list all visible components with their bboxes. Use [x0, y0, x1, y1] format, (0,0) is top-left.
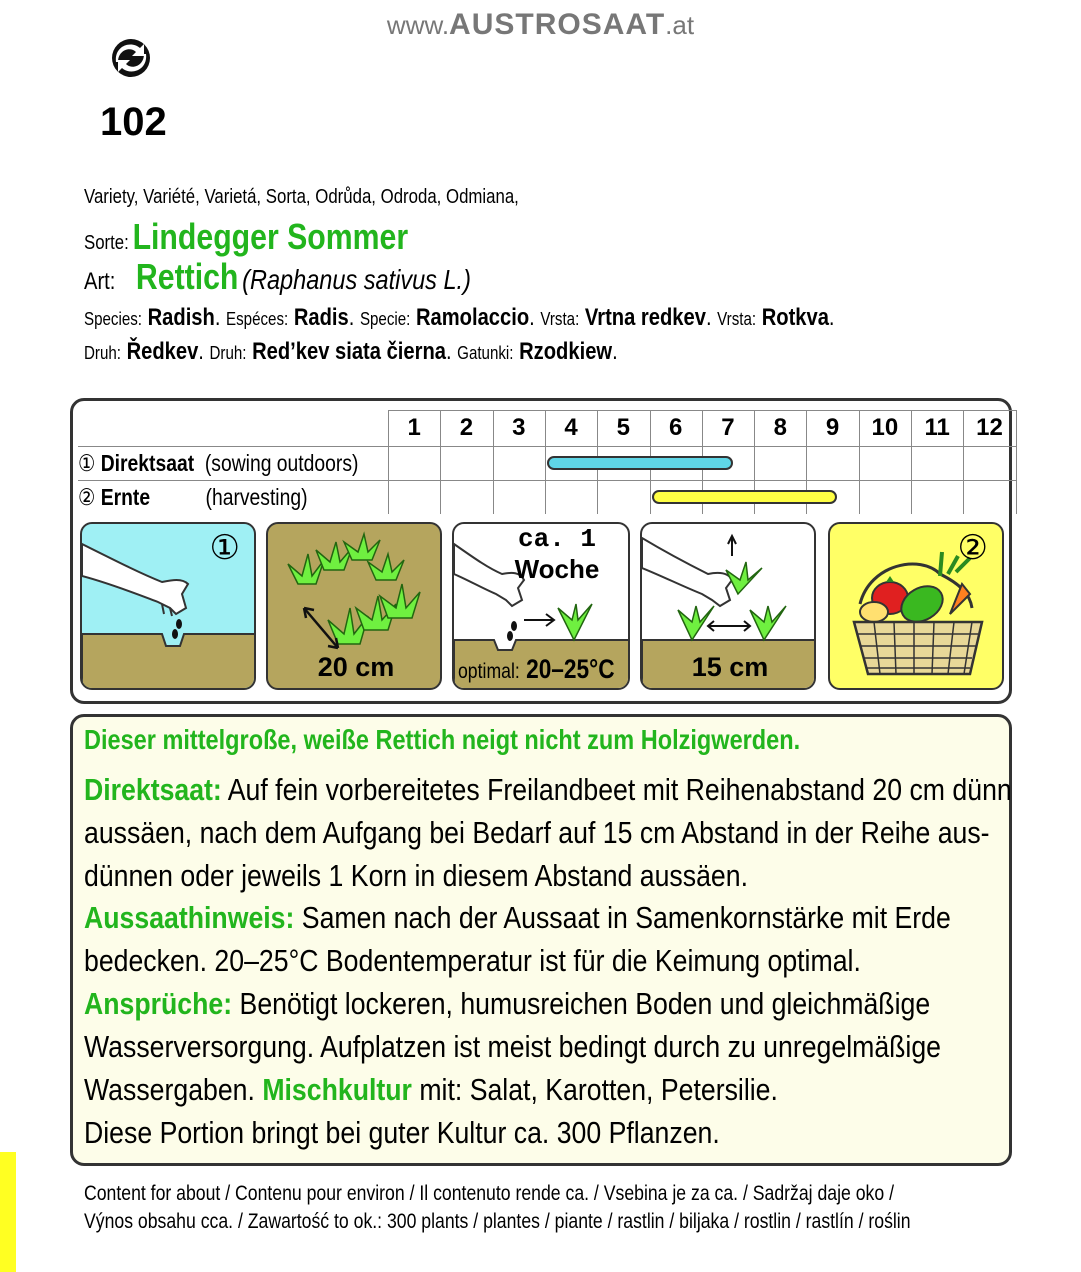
month-header: 9: [825, 414, 840, 441]
soil-temperature: optimal: 20–25°C: [458, 654, 615, 684]
panel-sowing: [80, 522, 256, 690]
month-header: 10: [871, 414, 899, 441]
row-spacing-value: 20 cm: [317, 652, 395, 682]
calendar-row-direktsaat: ① Direktsaat (sowing outdoors): [78, 450, 359, 476]
grid-line: [78, 480, 1016, 481]
grid-line: [859, 410, 860, 514]
website-url: www.AUSTROSAAT.at: [386, 8, 695, 41]
description-line: Aussaathinweis: Samen nach der Aussaat in Samenkornstärke mit Erde: [84, 900, 951, 935]
plant-spacing-value: 15 cm: [691, 652, 769, 682]
month-header: 3: [512, 414, 526, 441]
description-line: aussäen, nach dem Aufgang bei Bedarf auf 15 cm Abstand in der Reihe aus-: [84, 815, 990, 850]
grid-line: [78, 446, 1016, 447]
grid-line: [388, 410, 1016, 411]
variety-languages: Variety, Variété, Varietá, Sorta, Odrůda, Odroda, Odmiana,: [84, 186, 519, 208]
grid-line: [440, 410, 441, 514]
month-header: 6: [668, 414, 683, 441]
variety-name: Lindegger Sommer: [132, 216, 409, 257]
month-header: 2: [459, 414, 474, 441]
panel-germination: [452, 522, 630, 690]
grid-line: [545, 410, 546, 514]
description-line: Ansprüche: Benötigt lockeren, humusreichen Boden und gleichmäßige: [84, 986, 931, 1021]
calendar-row-ernte: ② Ernte (harvesting): [78, 484, 308, 510]
description-line: Diese Portion bringt bei guter Kultur ca. 300 Pflanzen.: [84, 1115, 720, 1150]
species-translations-2: Druh: Ředkev. Druh: Red’kev siata čierna. Gatunki: Rzodkiew.: [84, 338, 618, 365]
description-line: Wasserversorgung. Aufplatzen ist meist bedingt durch zu unregelmäßige: [84, 1029, 942, 1064]
sowing-period-bar: [547, 456, 733, 470]
description-line: Wassergaben. Mischkultur mit: Salat, Karotten, Petersilie.: [84, 1072, 778, 1107]
species-translations-1: Species: Radish. Espéces: Radis. Specie: Ramolaccio. Vrsta: Vrtna redkev. Vrsta: Rotkva.: [84, 304, 835, 331]
month-header: 8: [773, 414, 787, 441]
sowing-marker: ①: [209, 529, 240, 567]
panel-row-spacing: [266, 522, 442, 690]
content-info-2: Výnos obsahu cca. / Zawartość to ok.: 300 plants / plantes / piante / rastlin / biljaka / rostlin / rastlín / roślin: [84, 1210, 911, 1233]
month-header: 11: [924, 414, 950, 441]
art-label: Art:: [84, 268, 116, 295]
green-dot-recycle-icon: [104, 36, 158, 80]
description-headline: Dieser mittelgroße, weiße Rettich neigt nicht zum Holzigwerden.: [84, 724, 801, 755]
latin-name: (Raphanus sativus L.): [242, 264, 471, 295]
grid-line: [388, 410, 389, 514]
article-number: 102: [100, 100, 167, 144]
month-header: 1: [407, 414, 421, 441]
description-line: bedecken. 20–25°C Bodentemperatur ist für die Keimung optimal.: [84, 943, 861, 978]
species-name: Rettich: [135, 256, 239, 297]
sowing-calendar: [78, 410, 1006, 514]
yellow-edge-strip: [0, 1152, 16, 1272]
description-line: dünnen oder jeweils 1 Korn in diesem Abstand aussäen.: [84, 858, 748, 893]
grid-line: [1016, 410, 1017, 514]
month-header: 12: [976, 414, 1003, 441]
panel-harvest: [828, 522, 1004, 690]
panel-thinning: [640, 522, 816, 690]
germination-time: ca. 1 Woche: [514, 524, 600, 584]
harvest-marker: ②: [957, 529, 988, 567]
species-row: [84, 256, 545, 298]
grid-line: [493, 410, 494, 514]
harvest-period-bar: [652, 490, 838, 504]
sorte-label: Sorte:: [84, 232, 129, 254]
month-header: 7: [721, 414, 735, 441]
content-info-1: Content for about / Contenu pour environ / Il contenuto rende ca. / Vsebina je za ca. / Sadržaj daje oko /: [84, 1182, 894, 1205]
month-header: 4: [564, 414, 578, 441]
grid-line: [911, 410, 912, 514]
grid-line: [963, 410, 964, 514]
variety-row: [84, 216, 470, 258]
description-line: Direktsaat: Auf fein vorbereitetes Freilandbeet mit Reihenabstand 20 cm dünn: [84, 772, 1012, 807]
month-header: 5: [616, 414, 631, 441]
